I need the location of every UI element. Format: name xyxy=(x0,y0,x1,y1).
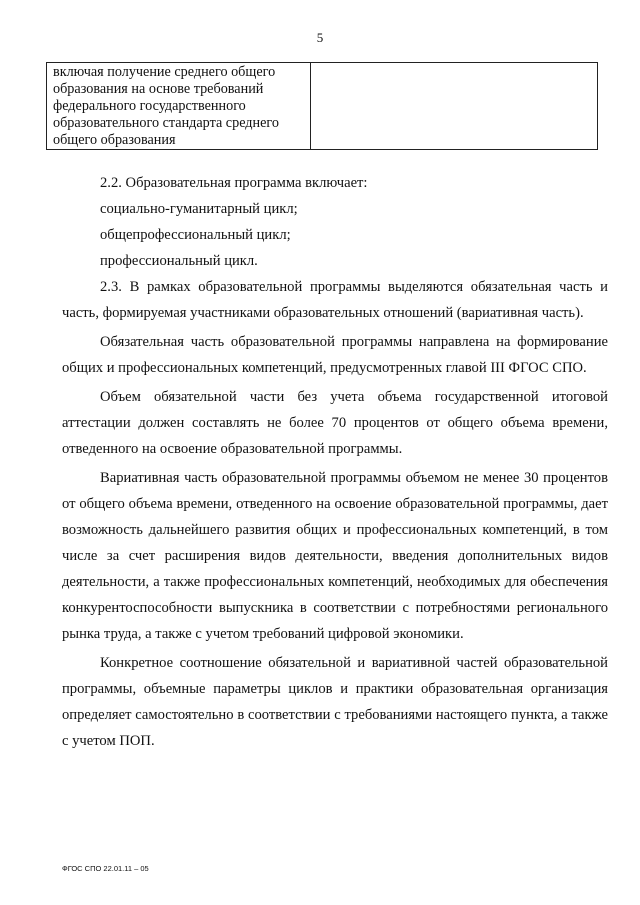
paragraph-mandatory-part: Обязательная часть образовательной программы направлена на формирование общих и профессиональных компетенций, предусмотренных главой III ФГОС СПО. xyxy=(62,334,608,376)
table-cell-right xyxy=(311,63,598,150)
list-item-cycle-2: общепрофессиональный цикл; xyxy=(100,227,291,243)
table-cell-left: включая получение среднего общего образования на основе требований федерального государственного образовательного стандарта среднего общего образования xyxy=(47,63,311,150)
paragraph-variable-part: Вариативная часть образовательной программы объемом не менее 30 процентов от общего объема времени, отведенного на освоение образовательной программы, дает возможность дальнейшего развития общих и профессиональных компетенций, в том числе за счет расширения видов деятельности, введения дополнительных видов деятельности, а также профессиональных компетенций, необходимых для обеспечения конкурентоспособности выпускника в соответствии с потребностями регионального рынка труда, а также с учетом требований цифровой экономики. xyxy=(62,470,608,642)
list-item-cycle-1: социально-гуманитарный цикл; xyxy=(100,201,298,217)
table-row xyxy=(47,63,598,150)
page-number: 5 xyxy=(316,30,324,45)
continued-table xyxy=(46,62,598,150)
list-item-cycle-3: профессиональный цикл. xyxy=(100,253,258,269)
footer-code: ФГОС СПО 22.01.11 – 05 xyxy=(62,864,149,873)
paragraph-ratio: Конкретное соотношение обязательной и вариативной частей образовательной программы, объемные параметры циклов и практики образовательная организация определяет самостоятельно в соответствии с требованиями настоящего пункта, а также с учетом ПОП. xyxy=(62,655,608,749)
paragraph-mandatory-volume: Объем обязательной части без учета объема государственной итоговой аттестации должен составлять не более 70 процентов от общего объема времени, отведенного на освоение образовательной программы. xyxy=(62,389,608,457)
paragraph-2-3: 2.3. В рамках образовательной программы выделяются обязательная часть и часть, формируемая участниками образовательных отношений (вариативная часть). xyxy=(62,279,608,321)
document-body xyxy=(62,170,608,754)
paragraph-2-2-intro: 2.2. Образовательная программа включает: xyxy=(100,175,368,191)
